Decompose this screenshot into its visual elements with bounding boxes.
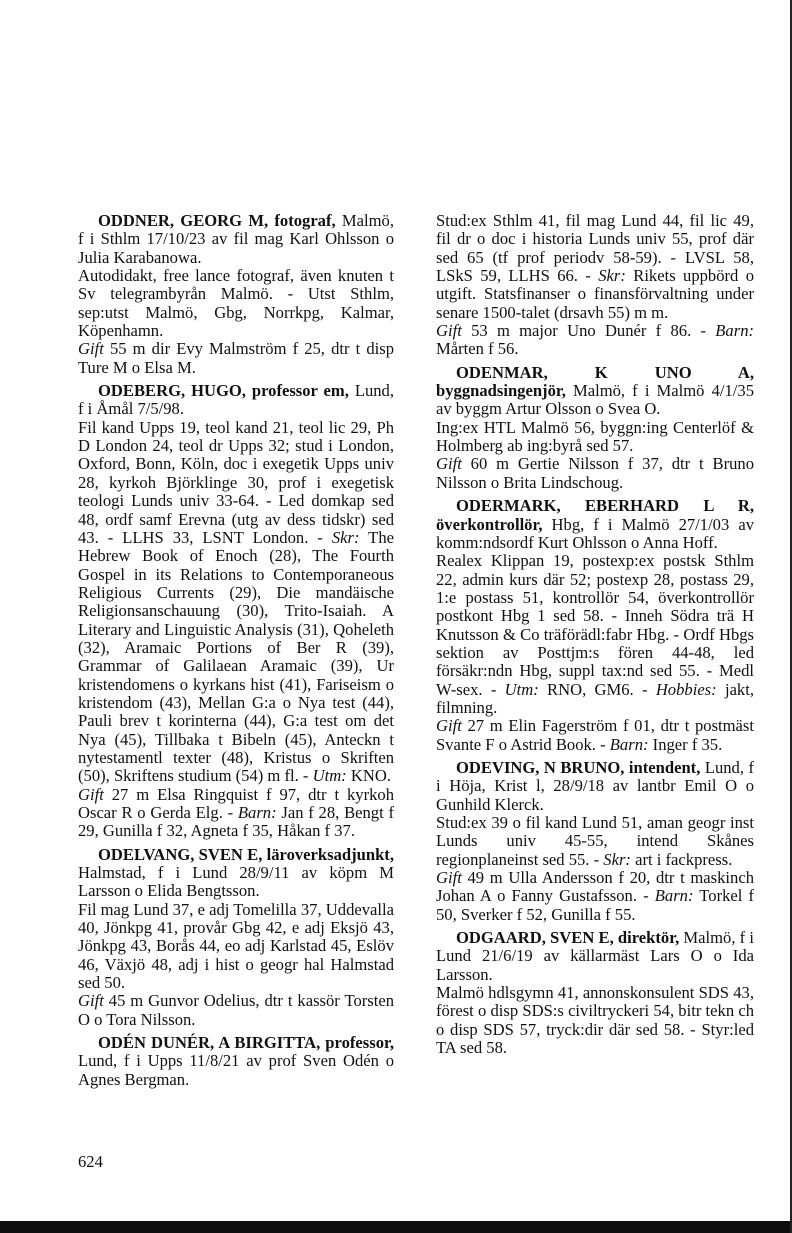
entry-intro: Lund, f i Upps 11/8/21 av prof Sven Odén o Agnes Bergman. <box>78 1051 394 1089</box>
entry-paragraph <box>436 455 754 492</box>
entry-label: Gift <box>436 716 462 736</box>
entry-label: Skr: <box>598 266 626 286</box>
biography-entry-odelvang <box>78 846 394 1029</box>
entry-paragraph <box>436 552 754 717</box>
entry-text: Ing:ex HTL Malmö 56, byggn:ing Centerlöf & Holmberg ab ing:byrå sed 57. <box>436 417 754 456</box>
entry-label: Gift <box>436 868 462 888</box>
entry-intro: Malmö, f i Lund 21/6/19 av källarmäst Lars O o Ida Larsson. <box>436 928 754 984</box>
entry-text: art i fackpress. <box>630 849 733 869</box>
entry-text: 55 m dir Evy Malmström f 25, dtr t disp Ture M o Elsa M. <box>78 339 394 377</box>
entry-header <box>78 212 394 267</box>
entry-text: Jan f 28, Bengt f 29, Gunilla f 32, Agneta f 35, Håkan f 37. <box>78 803 394 841</box>
entry-text: Malmö hdlsgymn 41, annonskonsulent SDS 43, förest o disp SDS:s civiltryckeri 54, bitr tekn ch o disp SDS 57, tryck:dir där sed 58. - Styr:led TA sed 58. <box>436 983 754 1058</box>
entry-text: 49 m Ulla Andersson f 20, dtr t maskinch Johan A o Fanny Gustafsson. - <box>436 868 754 906</box>
entry-text: 27 m Elin Fagerström f 01, dtr t postmäst Svante F o Astrid Book. - <box>436 716 754 754</box>
entry-paragraph <box>436 869 754 924</box>
entry-label: Barn: <box>715 321 755 341</box>
entry-text: 60 m Gertie Nilsson f 37, dtr t Bruno Nilsson o Brita Lindschoug. <box>436 454 754 492</box>
entry-paragraph <box>436 419 754 456</box>
entry-header <box>78 846 394 901</box>
biography-entry-odeving <box>436 759 754 924</box>
entry-label: Hobbies: <box>655 679 717 699</box>
entry-intro: Halmstad, f i Lund 28/9/11 av köpm M Larsson o Elida Bengtsson. <box>78 863 394 901</box>
entry-name: ODELVANG, SVEN E, läroverksadjunkt, <box>98 844 394 864</box>
page-number: 624 <box>78 1152 103 1171</box>
entry-text: Fil kand Upps 19, teol kand 21, teol lic 29, Ph D London 24, teol dr Upps 32; stud i London, Oxford, Bonn, Köln, doc i exegetik Upps univ 28, kyrkoh Björklinge 30, prof i exegetisk teologi Lunds univ 33-64. - Led domkap sed 48, ordf samf Erevna (utg av dess tidskr) sed 43. - LLHS 33, LSNT London. - <box>78 417 394 547</box>
entry-label: Barn: <box>654 886 694 906</box>
entry-paragraph <box>78 267 394 340</box>
entry-paragraph <box>436 984 754 1057</box>
entry-text: Rikets uppbörd o utgift. Statsfinanser o finansförvaltning under senare 1500-talet (drsavh 55) m m. <box>436 266 754 322</box>
entry-text: Realex Klippan 19, postexp:ex postsk Sthlm 22, admin kurs där 52; postexp 28, postass 29, 1:e postass 51, kontrollör 54, överkontrollör postkont Hbg 1 sed 58. - Inneh Södra trä H Knutsson & Co träförädl:fabr Hbg. - Ordf Hbgs sektion av Posttjm:s fören 44-48, led försäkr:ndn Hbg, suppl tax:nd sed 55. - Medl W-sex. - <box>436 551 754 699</box>
entry-label: Gift <box>436 454 462 474</box>
entry-label: Barn: <box>609 734 649 754</box>
entry-intro: Malmö, f i Sthlm 17/10/23 av fil mag Karl Ohlsson o Julia Karabanowa. <box>78 211 395 267</box>
entry-text: jakt, filmning. <box>436 679 754 717</box>
entry-header <box>78 382 394 419</box>
entry-paragraph <box>78 340 394 377</box>
entry-paragraph <box>436 322 754 359</box>
entry-intro: Lund, f i Höja, Krist l, 28/9/18 av lantbr Emil O o Gunhild Klerck. <box>436 757 754 814</box>
left-column <box>78 212 394 1094</box>
biography-entry-oddner <box>78 212 394 377</box>
entry-paragraph <box>78 992 394 1029</box>
entry-text: Stud:ex 39 o fil kand Lund 51, aman geogr inst Lunds univ 45-55, intend Skånes regionplaneinst sed 55. - <box>436 813 754 869</box>
entry-intro: Hbg, f i Malmö 27/1/03 av komm:ndsordf Kurt Ohlsson o Anna Hoff. <box>436 514 754 552</box>
right-column <box>436 212 754 1062</box>
entry-text: Mårten f 56. <box>436 339 519 359</box>
entry-header <box>436 497 754 552</box>
entry-label: Gift <box>78 339 104 359</box>
entry-name: ODEVING, N BRUNO, intendent, <box>456 757 701 777</box>
entry-name: ODERMARK, EBERHARD L R, överkontrollör, <box>436 496 754 534</box>
entry-paragraph <box>78 786 394 841</box>
entry-label: Skr: <box>331 527 360 547</box>
entry-label: Barn: <box>237 803 277 822</box>
entry-name: ODDNER, GEORG M, fotograf, <box>98 211 336 230</box>
entry-text: Stud:ex Sthlm 41, fil mag Lund 44, fil lic 49, fil dr o doc i historia Lunds univ 55, prof där sed 65 (tf prof periodv 58-59). - LVSL 58, LSkS 59, LLHS 66. - <box>436 211 754 286</box>
entry-header <box>78 1034 394 1089</box>
entry-label: Skr: <box>603 849 631 869</box>
entry-paragraph <box>78 419 394 786</box>
entry-name: ODENMAR, K UNO A, byggnadsingenjör, <box>436 362 754 401</box>
biography-entry-oden-duner <box>78 1034 394 1089</box>
entry-text: Fil mag Lund 37, e adj Tomelilla 37, Uddevalla 40, Jönkpg 41, provår Gbg 42, e adj Eksjö 43, Jönkpg 43, Borås 44, eo adj Karlstad 45, Eslöv 46, Växjö 48, adj i hist o geogr hal Halmstad sed 50. <box>78 899 394 993</box>
entry-name: ODÉN DUNÉR, A BIRGITTA, professor, <box>98 1033 394 1053</box>
entry-paragraph <box>436 717 754 754</box>
scan-border-bottom <box>0 1221 792 1233</box>
entry-text: Torkel f 50, Sverker f 52, Gunilla f 55. <box>436 886 755 924</box>
entry-text: 27 m Elsa Ringquist f 97, dtr t kyrkoh Oscar R o Gerda Elg. - <box>78 784 394 822</box>
biography-entry-oden-duner-cont <box>436 212 754 359</box>
entry-name: ODEBERG, HUGO, professor em, <box>98 381 349 401</box>
entry-intro: Lund, f i Åmål 7/5/98. <box>78 381 394 419</box>
biography-entry-odgaard <box>436 929 754 1057</box>
entry-header <box>436 759 754 814</box>
entry-text: 45 m Gunvor Odelius, dtr t kassör Torsten O o Tora Nilsson. <box>78 991 394 1029</box>
entry-text: Inger f 35. <box>648 734 723 754</box>
entry-paragraph <box>78 901 394 993</box>
biography-entry-odeberg <box>78 382 394 841</box>
entry-text: Autodidakt, free lance fotograf, även knuten t Sv telegrambyrån Malmö. - Utst Sthlm, sep:utst Malmö, Gbg, Norrkpg, Kalmar, Köpenhamn. <box>78 266 394 341</box>
entry-label: Gift <box>436 321 462 341</box>
entry-text: KNO. <box>346 766 391 786</box>
biography-entry-odenmar <box>436 364 754 492</box>
entry-text: 53 m major Uno Dunér f 86. - <box>461 321 707 341</box>
entry-header <box>436 929 754 984</box>
entry-label: Gift <box>78 991 104 1011</box>
entry-text: RNO, GM6. - <box>538 679 648 699</box>
entry-intro: Malmö, f i Malmö 4/1/35 av byggm Artur Olsson o Svea O. <box>436 381 754 419</box>
entry-paragraph <box>436 814 754 869</box>
entry-label: Gift <box>78 784 104 804</box>
entry-paragraph <box>436 212 754 322</box>
entry-header <box>436 364 754 419</box>
entry-label: Utm: <box>312 766 347 786</box>
entry-name: ODGAARD, SVEN E, direktör, <box>456 928 680 948</box>
entry-text: The Hebrew Book of Enoch (28), The Fourth Gospel in its Relations to Contemporaneous Religious Currents (29), Die mandäische Religionsanschauung (30), Trito-Isaiah. A Literary and Linguistic Analysis (31), Qoheleth (32), Aramaic Portions of Ber R (39), Grammar of Galilaean Aramaic (39), Ur kristendomens o kyrkans hist (41), Fariseism o kristendom (43), Mellan G:a o Nya test (44), Pauli brev t korinterna (44), G:a test om det Nya (45), Tillbaka t Bibeln (45), Anteckn t nytestamentl texter (48), Kristus o Skriften (50), Skriftens studium (54) m fl. - <box>78 527 394 786</box>
entry-label: Utm: <box>504 679 539 699</box>
biography-entry-odermark <box>436 497 754 754</box>
